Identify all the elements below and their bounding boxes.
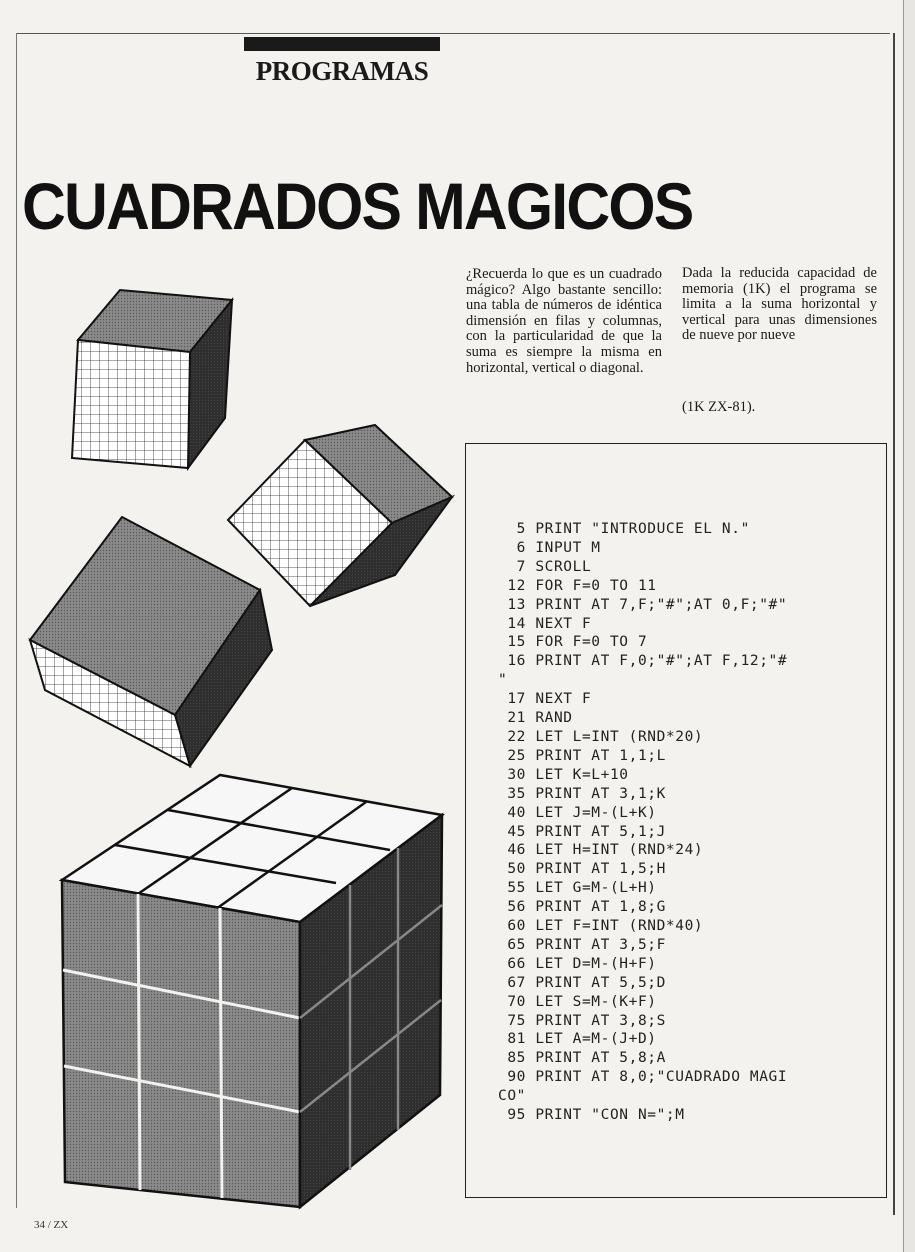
listing-line: 60 LET F=INT (RND*40) bbox=[507, 918, 704, 935]
listing-line: 55 LET G=M-(L+H) bbox=[507, 880, 657, 897]
basic-listing bbox=[498, 520, 787, 1125]
listing-line: 16 PRINT AT F,0;"#";AT F,12;"# bbox=[507, 653, 788, 670]
listing-line: 50 PRINT AT 1,5;H bbox=[507, 861, 666, 878]
listing-line: 46 LET H=INT (RND*24) bbox=[507, 842, 704, 859]
listing-line: 25 PRINT AT 1,1;L bbox=[507, 747, 666, 764]
small-cube-middle bbox=[228, 425, 452, 606]
listing-line: 15 FOR F=0 TO 7 bbox=[507, 634, 648, 651]
listing-line: 21 RAND bbox=[507, 710, 573, 727]
listing-line: 40 LET J=M-(L+K) bbox=[507, 804, 657, 821]
listing-line: 45 PRINT AT 5,1;J bbox=[507, 823, 666, 840]
small-cube-top-left bbox=[72, 290, 232, 468]
listing-line: 90 PRINT AT 8,0;"CUADRADO MAGI bbox=[507, 1069, 788, 1086]
large-rubik-cube bbox=[62, 775, 442, 1207]
tilted-cube-left bbox=[30, 517, 272, 766]
listing-line: 13 PRINT AT 7,F;"#";AT 0,F;"#" bbox=[507, 596, 788, 613]
listing-line: 5 PRINT "INTRODUCE EL N." bbox=[516, 521, 750, 537]
listing-line: 35 PRINT AT 3,1;K bbox=[507, 785, 666, 802]
section-label: PROGRAMAS bbox=[255, 56, 429, 86]
listing-line: " bbox=[498, 672, 508, 689]
listing-line: 81 LET A=M-(J+D) bbox=[507, 1031, 657, 1048]
listing-line: 66 LET D=M-(H+F) bbox=[507, 955, 657, 972]
listing-line: 30 LET K=L+10 bbox=[507, 766, 629, 783]
right-rule bbox=[893, 33, 895, 1215]
listing-line: CO" bbox=[498, 1088, 526, 1105]
article-title: CUADRADOS MAGICOS bbox=[22, 169, 693, 243]
listing-line: 65 PRINT AT 3,5;F bbox=[507, 936, 666, 953]
listing-line: 6 INPUT M bbox=[516, 539, 601, 556]
listing-line: 12 FOR F=0 TO 11 bbox=[507, 577, 657, 594]
cube-illustration bbox=[0, 0, 460, 1215]
intro-column: ¿Recuerda lo que es un cuadrado mágico? Algo bastante sencillo: una tabla de números de idéntica dimensión en filas y columnas, con la particularidad de que la suma es siempre la misma en horizontal, vertical o diagonal. bbox=[466, 266, 662, 376]
page-folio: 34 / ZX bbox=[34, 1219, 69, 1231]
listing-line: 85 PRINT AT 5,8;A bbox=[507, 1050, 666, 1067]
listing-line: 56 PRINT AT 1,8;G bbox=[507, 899, 666, 916]
listing-line: 75 PRINT AT 3,8;S bbox=[507, 1012, 666, 1029]
listing-line: 95 PRINT "CON N=";M bbox=[507, 1107, 685, 1124]
listing-line: 17 NEXT F bbox=[507, 691, 592, 708]
listing-line: 14 NEXT F bbox=[507, 615, 592, 632]
memory-note-column: Dada la reducida capacidad de memoria (1K) el programa se limita a la suma horizontal y vertical para unas dimensiones de nueve por nueve bbox=[682, 265, 877, 344]
listing-line: 70 LET S=M-(K+F) bbox=[507, 993, 657, 1010]
listing-line: 67 PRINT AT 5,5;D bbox=[507, 974, 666, 991]
adjacent-page-edge bbox=[903, 0, 915, 1252]
listing-line: 7 SCROLL bbox=[516, 558, 592, 575]
platform-tag: (1K ZX-81). bbox=[682, 399, 756, 415]
listing-line: 22 LET L=INT (RND*20) bbox=[507, 728, 704, 745]
